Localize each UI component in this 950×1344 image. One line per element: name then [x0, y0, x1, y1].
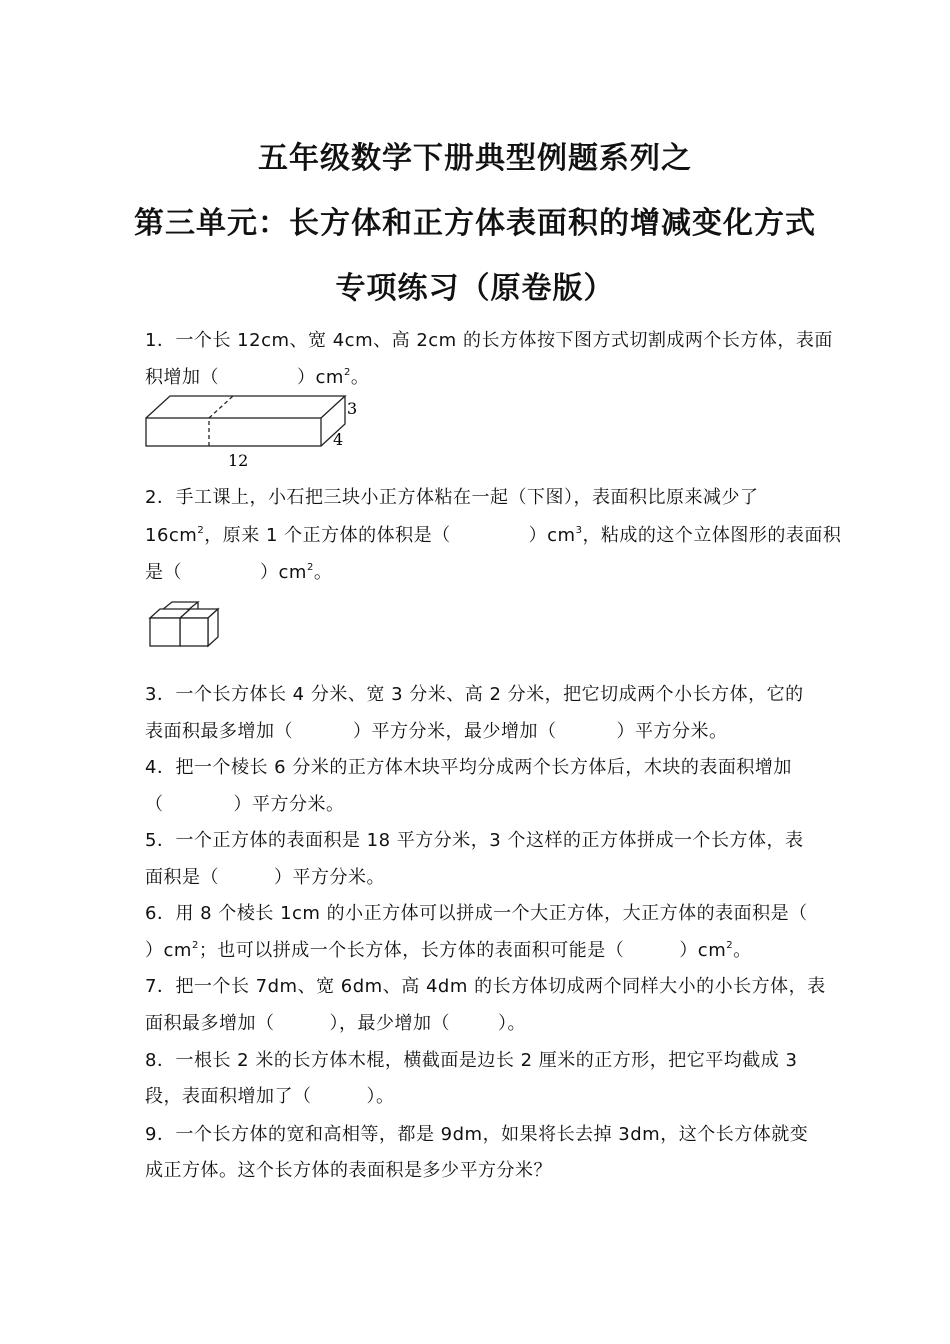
q2-superscript-1: 2	[197, 525, 205, 536]
q2-text-a: 16cm	[145, 525, 198, 546]
cuboid-front-face	[146, 418, 321, 446]
q6-text-a: ）cm	[145, 940, 192, 961]
q2-cubes-figure	[148, 600, 228, 652]
q7-text-c: ）。	[498, 1013, 526, 1034]
q2-superscript-3: 2	[306, 562, 314, 573]
q7-line-1: 7．把一个长 7dm、宽 6dm、高 4dm 的长方体切成两个同样大小的小长方体，表	[145, 976, 826, 997]
q1-text-b: ）cm	[297, 367, 344, 388]
q6-superscript-2: 2	[726, 940, 734, 951]
q1-text-a: 积增加（	[145, 367, 219, 388]
q5-text-a: 面积是（	[145, 867, 219, 888]
q5-line-2	[145, 863, 385, 889]
cuboid-top-face	[146, 396, 345, 418]
q3-line-2	[145, 717, 728, 743]
q6-line-2	[145, 936, 752, 962]
title-line-1: 五年级数学下册典型例题系列之	[258, 141, 692, 176]
q2-text-f: ）cm	[260, 562, 307, 583]
q6-line-1: 6．用 8 个棱长 1cm 的小正方体可以拼成一个大正方体，大正方体的表面积是（	[145, 903, 808, 924]
title-line-3: 专项练习（原卷版）	[335, 271, 615, 306]
q6-text-c: ）cm	[679, 940, 727, 961]
cube-right-front	[180, 618, 208, 646]
q2-text-b: ，原来 1 个正方体的体积是（	[204, 525, 451, 546]
q3-line-1: 3．一个长方体长 4 分米、宽 3 分米、高 2 分米，把它切成两个小长方体，它的	[145, 684, 804, 705]
q5-text-b: ）平方分米。	[274, 867, 385, 888]
q1-line-1: 1．一个长 12cm、宽 4cm、高 2cm 的长方体按下图方式切割成两个长方体，表面	[145, 330, 833, 351]
q2-text-c: ）cm	[528, 525, 576, 546]
q4-line-2	[145, 790, 345, 816]
q3-text-b: ）平方分米，最少增加（	[353, 721, 557, 742]
q4-line-1: 4．把一个棱长 6 分米的正方体木块平均分成两个长方体后，木块的表面积增加	[145, 757, 792, 778]
q2-text-g: 。	[313, 562, 333, 583]
cuboid-height-label: 3	[347, 399, 358, 418]
q2-line-1: 2．手工课上，小石把三块小正方体粘在一起（下图），表面积比原来减少了	[145, 487, 759, 508]
q8-line-1: 8．一根长 2 米的长方体木棍，横截面是边长 2 厘米的正方形，把它平均截成 3	[145, 1050, 798, 1071]
q1-superscript: 2	[343, 367, 351, 378]
q9-line-1: 9．一个长方体的宽和高相等，都是 9dm，如果将长去掉 3dm，这个长方体就变	[145, 1124, 809, 1145]
cuboid-cut-line	[209, 396, 233, 446]
q6-superscript-1: 2	[191, 940, 199, 951]
cuboid-width-label: 4	[333, 430, 344, 449]
q5-line-1: 5．一个正方体的表面积是 18 平方分米，3 个这样的正方体拼成一个长方体，表	[145, 830, 804, 851]
q2-line-3	[145, 558, 332, 584]
q2-line-2	[145, 521, 841, 547]
q4-text-a: （	[145, 794, 164, 815]
q7-line-2	[145, 1009, 526, 1035]
q3-text-a: 表面积最多增加（	[145, 721, 293, 742]
q2-superscript-2: 3	[575, 525, 583, 536]
title-line-2: 第三单元：长方体和正方体表面积的增减变化方式	[134, 206, 816, 241]
q1-cuboid-figure	[140, 390, 370, 470]
q8-text-a: 段，表面积增加了（	[145, 1086, 312, 1107]
q1-line-2	[145, 363, 369, 389]
q7-text-a: 面积最多增加（	[145, 1013, 275, 1034]
q4-text-b: ）平方分米。	[233, 794, 345, 815]
q6-text-b: ；也可以拼成一个长方体，长方体的表面积可能是（	[198, 940, 625, 961]
q3-text-c: ）平方分米。	[616, 721, 728, 742]
q8-line-2	[145, 1082, 395, 1108]
q2-text-e: 是（	[145, 562, 182, 583]
q2-text-d: ，粘成的这个立体图形的表面积	[582, 525, 842, 546]
q1-text-c: 。	[350, 367, 370, 388]
q7-text-b: ），最少增加（	[329, 1013, 450, 1034]
q6-text-d: 。	[733, 940, 752, 961]
q9-line-2: 成正方体。这个长方体的表面积是多少平方分米？	[145, 1160, 552, 1181]
cube-left-front	[150, 618, 180, 646]
q8-text-b: ）。	[366, 1086, 395, 1107]
cuboid-length-label: 12	[228, 451, 249, 470]
